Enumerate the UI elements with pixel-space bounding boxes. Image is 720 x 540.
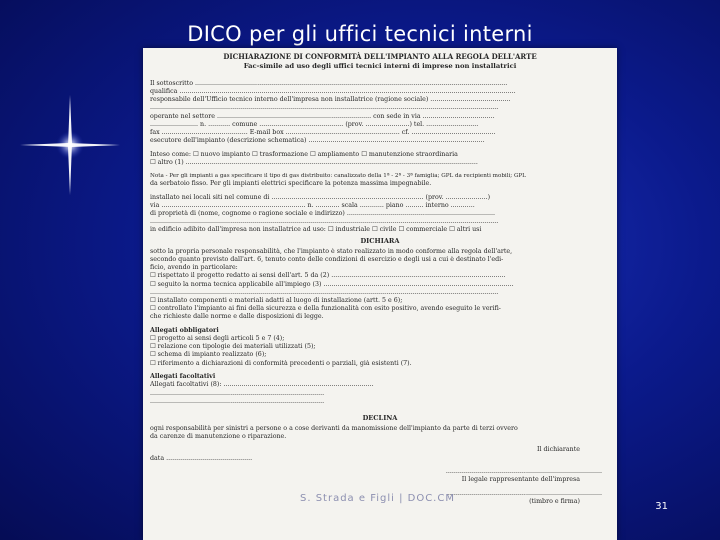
document-line: qualifica ........................................................................................................................................................................ bbox=[150, 87, 516, 95]
allegati-section bbox=[150, 335, 610, 367]
document-line: Allegati facoltativi (8): ........................................................................... bbox=[150, 381, 374, 389]
document-line: Inteso come: ☐ nuovo impianto ☐ trasformazione ☐ ampliamento ☐ manutenzione straordinaria bbox=[150, 150, 458, 158]
spacer bbox=[150, 167, 610, 172]
facoltativi-heading: Allegati facoltativi bbox=[150, 373, 216, 381]
legal-representative-label: Il legale rappresentante dell'impresa bbox=[461, 476, 580, 484]
document-line: ☐ progetto ai sensi degli articoli 5 e 7 (4); bbox=[150, 335, 285, 343]
document-line: ....................................................................................... bbox=[150, 397, 325, 405]
document-line: ogni responsabilità per sinistri a persone o a cose derivanti da manomissione dell'impianto da parte di terzi ovvero bbox=[150, 424, 518, 432]
facoltativi-section bbox=[150, 381, 610, 405]
document-line: Nota - Per gli impianti a gas specificare il tipo di gas distribuito: canalizzato della 1ª - 2ª - 3ª famiglia; GPL da recipienti mobili; GPL bbox=[150, 172, 526, 179]
document-line: operante nel settore ............................................................................. con sede in via .................................... bbox=[150, 112, 495, 120]
document-line: ....................................................................................... bbox=[150, 389, 325, 397]
sparkle-star-icon bbox=[20, 95, 120, 195]
declaration-document bbox=[143, 48, 617, 540]
document-line: responsabile dell'Ufficio tecnico interno dell'impresa non installatrice (ragione sociale) ........................................ bbox=[150, 96, 511, 104]
document-line: ☐ rispettato il progetto redatto ai sensi dell'art. 5 da (2) ....................................................................................... bbox=[150, 272, 506, 280]
document-line: .............................................................................................................................................................................. bbox=[150, 218, 499, 226]
page-number: 31 bbox=[655, 501, 668, 512]
document-line: ficio, avendo in particolare: bbox=[150, 264, 238, 272]
spacer bbox=[150, 188, 610, 193]
dichiara-section bbox=[150, 248, 610, 321]
document-line: ........................ n. ........... comune .......................................... (prov. ......................) tel. .......................... bbox=[150, 120, 479, 128]
signature-line: .............................................................................. bbox=[445, 468, 602, 476]
document-line: ☐ schema di impianto realizzato (6); bbox=[150, 351, 267, 359]
dichiara-heading: DICHIARA bbox=[360, 236, 400, 245]
document-line: ☐ riferimento a dichiarazioni di conformità precedenti o parziali, già esistenti (7). bbox=[150, 359, 412, 367]
document-line: Il sottoscritto ............................................................................................................................................................ bbox=[150, 79, 508, 87]
document-line: da serbatoio fisso. Per gli impianti elettrici specificare la potenza massima impegnabile. bbox=[150, 179, 432, 187]
document-line: ☐ relazione con tipologie dei materiali utilizzati (5); bbox=[150, 343, 316, 351]
dichiarante-label: Il dichiarante bbox=[537, 446, 580, 454]
document-line: esecutore dell'impianto (descrizione schematica) ........................................................................................ bbox=[150, 137, 485, 145]
document-line: ☐ seguito la norma tecnica applicabile all'impiego (3) ............................................................................................... bbox=[150, 280, 514, 288]
document-line: da carenze di manutenzione o riparazione. bbox=[150, 432, 287, 440]
declina-section bbox=[150, 425, 610, 441]
document-line: ☐ controllato l'impianto ai fini della sicurezza e della funzionalità con esito positivo, avendo eseguito le verifi- bbox=[150, 305, 501, 313]
declina-heading: DECLINA bbox=[362, 413, 398, 422]
document-line: .............................................................................................................................................................................. bbox=[150, 104, 499, 112]
allegati-heading: Allegati obbligatori bbox=[150, 326, 219, 334]
document-line: sotto la propria personale responsabilità, che l'impianto è stato realizzato in modo conforme alla regola dell'arte, bbox=[150, 247, 513, 255]
document-subheading: Fac-simile ad uso degli uffici tecnici interni di imprese non installatrici bbox=[243, 61, 517, 70]
stamp-line: .............................................................................. bbox=[445, 490, 602, 498]
document-line: fax ........................................... E-mail box ......................................................... cf. .......................................... bbox=[150, 128, 496, 136]
document-line: via ........................................................................ n. ............ scala ............ piano ......... interno ............ bbox=[150, 201, 475, 209]
document-line: ☐ altro (1) .................................................................................................................................................. bbox=[150, 158, 478, 166]
document-heading: DICHIARAZIONE DI CONFORMITÀ DELL'IMPIANTO ALLA REGOLA DELL'ARTE bbox=[223, 52, 537, 61]
slide-title: DICO per gli uffici tecnici interni bbox=[187, 22, 533, 46]
document-line: installato nei locali siti nel comune di ............................................................................ (prov. .....................) bbox=[150, 193, 491, 201]
watermark-text: S. Strada e Figli | DOC.CM bbox=[300, 493, 455, 504]
document-line: in edificio adibito dall'impresa non installatrice ad uso: ☐ industriale ☐ civile ☐ commerciale ☐ altri usi bbox=[150, 226, 482, 234]
spacer bbox=[150, 145, 610, 150]
document-line: .............................................................................................................................................................................. bbox=[150, 288, 499, 296]
document-fields bbox=[150, 80, 610, 234]
document-line: di proprietà di (nome, cognome o ragione sociale e indirizzo) .......................................................................... bbox=[150, 209, 495, 217]
document-line: che richieste dalle norme e dalle disposizioni di legge. bbox=[150, 313, 324, 321]
stamp-label: (timbro e firma) bbox=[529, 498, 580, 506]
date-field: data ........................................... bbox=[150, 454, 253, 462]
document-line: ☐ installato componenti e materiali adatti al luogo di installazione (artt. 5 e 6); bbox=[150, 296, 403, 304]
document-line: secondo quanto previsto dall'art. 6, tenuto conto delle condizioni di esercizio e degli usi a cui è destinato l'edi- bbox=[150, 256, 504, 264]
